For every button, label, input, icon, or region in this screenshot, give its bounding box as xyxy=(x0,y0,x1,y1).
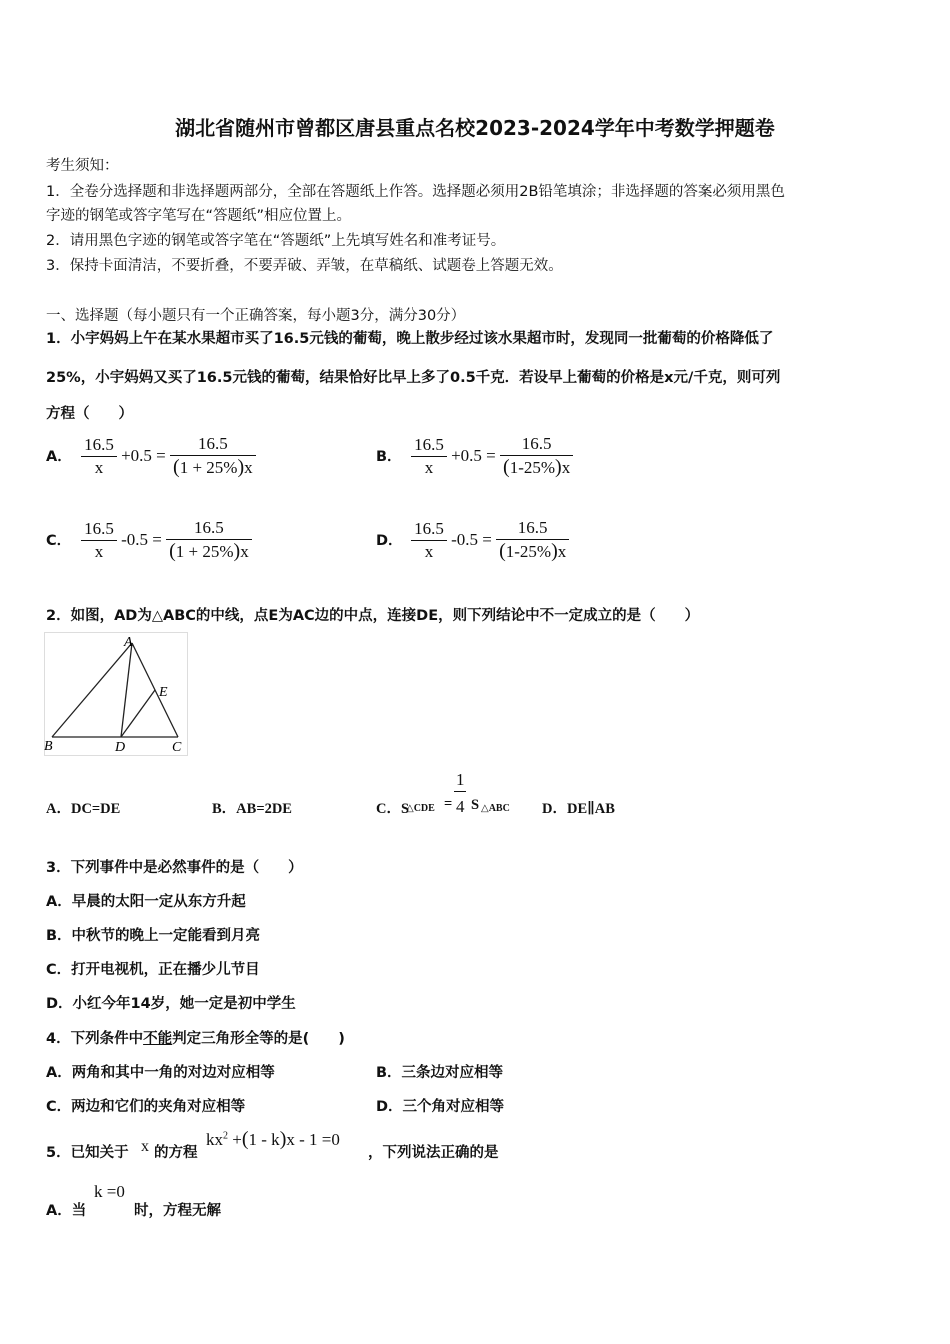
denominator-inner: 1 + 25% xyxy=(175,542,234,561)
notice-heading: 考生须知： xyxy=(46,158,119,174)
q4-stem xyxy=(46,1027,345,1048)
q1-option-c[interactable]: C． $\frac{16.5}{x}$ -0.5 = $\frac{16.5}{(1 + 25\%)x}$ xyxy=(46,518,252,562)
denominator-variable: x xyxy=(561,458,571,477)
operator: -0.5 = xyxy=(451,530,492,549)
option-label: D． xyxy=(376,532,403,549)
fraction-numerator: 16.5 xyxy=(170,434,256,456)
section-heading: 一、选择题（每小题只有一个正确答案，每小题3分，满分30分） xyxy=(46,308,466,324)
notice-line-1b: 字迹的钢笔或答字笔写在“答题纸”相应位置上。 xyxy=(46,208,352,224)
denominator-inner: 1-25% xyxy=(505,542,552,561)
q2-stem: 2．如图，AD为△ABC的中线，点E为AC边的中点，连接DE，则下列结论中不一定成立的是（ ） xyxy=(46,608,700,624)
denominator-inner: 1 + 25% xyxy=(179,458,238,477)
q5-variable: x xyxy=(141,1138,149,1155)
fraction-numerator: 1 xyxy=(456,770,465,789)
segment-ad xyxy=(121,643,132,737)
option-label: A． xyxy=(46,448,72,465)
operator: +0.5 = xyxy=(451,446,496,465)
fraction-numerator: 16.5 xyxy=(496,518,569,540)
q2-option-d[interactable]: D．DE∥AB xyxy=(542,801,615,817)
fraction-denominator: x xyxy=(424,541,434,561)
q4-stem-emphasis: 不能 xyxy=(143,1031,173,1047)
triangle-figure xyxy=(44,632,188,756)
q5-post: ，下列说法正确的是 xyxy=(368,1145,499,1161)
fraction-numerator: 16.5 xyxy=(411,435,447,457)
q3-stem: 3．下列事件中是必然事件的是（ ） xyxy=(46,860,303,876)
fraction-numerator: 16.5 xyxy=(500,434,573,456)
eq-exponent: 2 xyxy=(223,1130,228,1142)
eq-term-kx: kx xyxy=(206,1130,223,1149)
operator: +0.5 = xyxy=(121,446,166,465)
option-a-equation: k =0 xyxy=(94,1182,125,1201)
fraction-denominator: x xyxy=(94,541,104,561)
label-b: B xyxy=(44,739,53,754)
label-a: A xyxy=(124,635,133,650)
fraction-bar xyxy=(454,791,466,792)
label-c: C xyxy=(172,740,182,755)
fraction-numerator: 16.5 xyxy=(411,519,447,541)
q4-option-c[interactable]: C．两边和它们的夹角对应相等 xyxy=(46,1099,246,1115)
q1-option-b[interactable]: B． $\frac{16.5}{x}$ +0.5 = $\frac{16.5}{(1-25\%)x}$ xyxy=(376,434,573,478)
q4-option-b[interactable]: B．三条边对应相等 xyxy=(376,1065,504,1081)
q3-option-a[interactable]: A．早晨的太阳一定从东方升起 xyxy=(46,894,246,910)
subscript-cde: △CDE xyxy=(406,803,435,814)
fraction-numerator: 16.5 xyxy=(81,519,117,541)
label-e: E xyxy=(159,685,168,700)
q4-option-d[interactable]: D．三个角对应相等 xyxy=(376,1099,505,1115)
denominator-inner: 1-25% xyxy=(509,458,556,477)
q4-stem-pre: 4．下列条件中 xyxy=(46,1031,144,1047)
q1-stem-line-3: 方程（ ） xyxy=(46,406,133,422)
q1-stem-line-2: 25%，小宇妈妈又买了16.5元钱的葡萄，结果恰好比早上多了0.5千克．若设早上葡萄的价格是x元/千克，则可列 xyxy=(46,370,781,386)
eq-paren-inner: 1 - k xyxy=(248,1130,280,1149)
fraction-numerator: 16.5 xyxy=(81,435,117,457)
fraction-denominator: 4 xyxy=(456,797,465,816)
q1-stem-line-1: 1．小宇妈妈上午在某水果超市买了16.5元钱的葡萄，晚上散步经过该水果超市时，发现同一批葡萄的价格降低了 xyxy=(46,331,774,347)
fraction-denominator: x xyxy=(424,457,434,477)
q3-option-b[interactable]: B．中秋节的晚上一定能看到月亮 xyxy=(46,928,261,944)
option-a-post: 时，方程无解 xyxy=(134,1203,221,1219)
denominator-variable: x xyxy=(557,542,567,561)
eq-rest: x - 1 =0 xyxy=(286,1130,340,1149)
option-label: B． xyxy=(376,448,402,465)
notice-line-3: 3．保持卡面清洁，不要折叠，不要弄破、弄皱，在草稿纸、试题卷上答题无效。 xyxy=(46,258,563,274)
q1-option-a[interactable]: A． $\frac{16.5}{x}$ +0.5 = $\frac{16.5}{(1 + 25\%)x}$ xyxy=(46,434,256,478)
area-symbol: S xyxy=(471,797,480,813)
q2-option-b[interactable]: B．AB=2DE xyxy=(212,801,292,817)
fraction-numerator: 16.5 xyxy=(166,518,252,540)
q5-pre: 5．已知关于 xyxy=(46,1145,129,1161)
q5-mid: 的方程 xyxy=(154,1145,198,1161)
page-title: 湖北省随州市曾都区唐县重点名校2023-2024学年中考数学押题卷 xyxy=(175,116,775,140)
notice-line-1a: 1．全卷分选择题和非选择题两部分，全部在答题纸上作答。选择题必须用2B铅笔填涂；非选择题的答案必须用黑色 xyxy=(46,184,785,200)
denominator-variable: x xyxy=(240,542,249,561)
q3-option-d[interactable]: D．小红今年14岁，她一定是初中学生 xyxy=(46,996,296,1012)
notice-line-2: 2．请用黑色字迹的钢笔或答字笔在“答题纸”上先填写姓名和准考证号。 xyxy=(46,233,506,249)
option-c-label: C．S xyxy=(376,801,410,817)
q4-option-a[interactable]: A．两角和其中一角的对边对应相等 xyxy=(46,1065,275,1081)
segment-ab xyxy=(52,643,132,737)
label-d: D xyxy=(115,740,126,755)
option-a-pre: A．当 xyxy=(46,1203,87,1219)
q3-option-c[interactable]: C．打开电视机，正在播少儿节目 xyxy=(46,962,260,978)
fraction-denominator: x xyxy=(94,457,104,477)
option-label: C． xyxy=(46,532,72,549)
q1-option-d[interactable]: D． $\frac{16.5}{x}$ -0.5 = $\frac{16.5}{(1-25\%)x}$ xyxy=(376,518,569,562)
subscript-abc: △ABC xyxy=(481,803,510,814)
q5-equation: $kx^2 +(1 - k)x - 1 =0$ xyxy=(206,1128,340,1150)
denominator-variable: x xyxy=(244,458,253,477)
operator: -0.5 = xyxy=(121,530,162,549)
q2-option-a[interactable]: A．DC=DE xyxy=(46,801,121,817)
q4-stem-post: 判定三角形全等的是( ) xyxy=(172,1031,345,1047)
eq-plus: + xyxy=(232,1130,242,1149)
equals-sign: = xyxy=(444,796,453,812)
